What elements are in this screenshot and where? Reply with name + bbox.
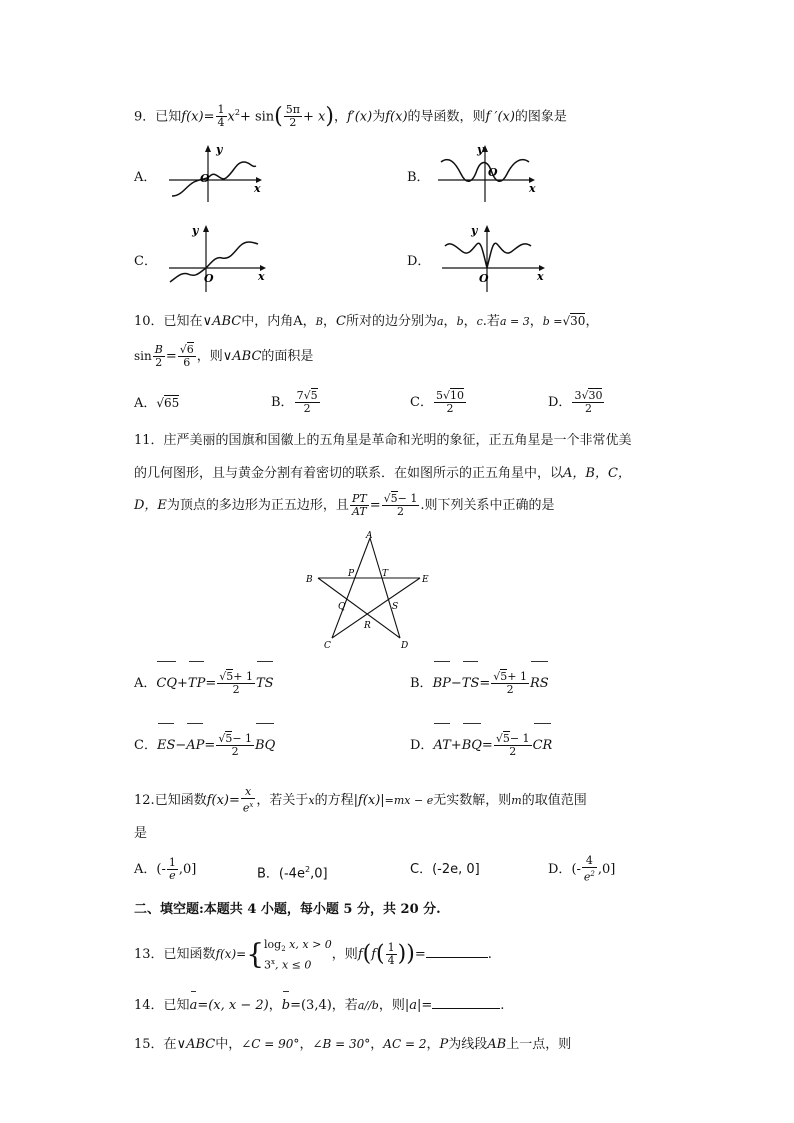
q11-option-d-label: D． [410,738,434,753]
q9-d-y-label: y [471,224,478,237]
q13-text2: ，则 [331,947,358,962]
q14-text3: ，则 [378,998,405,1013]
q12-option-b[interactable] [257,852,328,892]
q13-end: . [487,947,492,962]
q14-modulus: |a| [404,998,422,1013]
q10-text-then: ，则 [196,349,223,364]
q10-side-b: b [456,315,464,328]
star-label-P: P [348,569,355,579]
q9-fx: f(x) [181,109,204,125]
q10-angle-C: C [336,314,346,329]
q10-a-eq: a = 3 [499,315,530,328]
q11-d-op: + [450,738,462,753]
q9-number: 9． [134,109,156,125]
q9-option-b-label: B． [407,170,430,185]
q12-option-c-label: C． [410,862,433,877]
q13-line [134,932,492,976]
q15-angle-b: ∠B = 30° [312,1037,371,1051]
star-label-B: B [306,575,313,585]
q11-line3 [134,490,554,522]
q14-vec-a: a [190,994,198,1018]
q12-frac-x-ex: $\frac{x}{e^x}$ [242,785,254,815]
q10-comma5: ， [529,314,543,329]
q12-number: 12. [134,793,155,808]
q15-text1: 在 [163,1037,177,1052]
q10-line2 [134,342,313,371]
q15-point-p: P [439,1037,449,1052]
q11-option-b[interactable] [410,664,549,704]
q9-stem [134,96,567,130]
q9-frac-5pi2: $\frac{5\pi}{2}$ [285,103,300,130]
q10-angle-A: A [293,314,303,329]
q11-c-frac: $\frac{√5- 1}{2}$ [218,732,253,758]
q10-text-a: 已知在 [163,314,203,329]
q9-a-origin: O [200,172,210,185]
star-label-A: A [366,531,373,541]
q15-comma3: ， [426,1037,440,1052]
q10-text-c: 所对的边分别为 [345,314,437,329]
q15-angle-c: ∠C = 90° [241,1037,300,1051]
q12-text-line2: 是 [134,826,148,841]
q15-line [134,1034,571,1055]
q11-text-line2: 的几何图形，且与黄金分割有着密切的联系．在如图所示的正五角星中，以 [134,466,564,481]
q12-a-pre: (- [156,862,166,877]
star-label-R: R [364,621,371,631]
q12-text-c: 的方程 [314,793,354,808]
q12-option-d[interactable] [548,852,615,888]
q12-b-post: ,0] [310,866,328,882]
q9-c-y-label: y [192,224,199,237]
q11-option-c[interactable] [134,726,275,766]
q11-option-b-label: B． [410,676,433,691]
star-edge-ad [370,538,400,638]
star-label-C: C [324,641,331,651]
q14-parallel: a//b [357,999,379,1012]
q15-text4: 上一点，则 [506,1037,572,1052]
q10-comma3: ， [443,314,457,329]
q11-option-d[interactable] [410,726,552,766]
q9-graph-c [164,222,274,294]
q9-option-c[interactable] [134,222,274,298]
q9-graph-a [164,140,264,204]
q9-option-c-label: C． [134,254,157,269]
q13-eq: = [414,947,426,962]
q12-option-b-label: B． [257,866,279,882]
q11-points-de: D，E [134,498,167,513]
q15-triangle: ∨ABC [176,1037,216,1052]
q9-sup2: 2 [234,108,240,117]
q10-comma1: ， [302,314,316,329]
q9-fx2: f(x) [385,109,408,125]
q11-d-frac: $\frac{√5- 1}{2}$ [495,732,530,758]
q11-number: 11． [134,433,164,448]
q13-answer-blank[interactable] [426,945,488,958]
q12-fx: f(x)= [206,793,240,808]
q13-fx: f(x)= [215,947,247,961]
q9-lparen: ( [274,103,283,129]
q10-option-b-value: $\frac{7√5}{2}$ [296,389,318,415]
q12-text-d: 无实数解，则 [433,793,512,808]
q10-triangle: ∨ABC [202,314,242,329]
q9-graph-d [437,222,557,294]
q9-mid2: 为 [372,109,386,125]
q13-rparen-inner: ) [397,941,407,967]
q9-b-x-label: x [529,182,536,195]
q15-text2: 中， [215,1037,242,1052]
q12-m: m [511,794,522,807]
q12-option-d-label: D． [548,862,572,877]
star-label-E: E [422,575,429,585]
q13-lparen-outer: ( [362,941,372,967]
q13-lparen-inner: ( [376,941,385,967]
q9-option-a[interactable] [134,140,264,210]
q14-vec-b: b [282,994,290,1018]
q14-text1: 已知 [163,998,190,1013]
q12-rhs: =mx − e [384,794,434,807]
q9-plus-sin: + sin [239,109,275,125]
q9-fpx2: f ′(x) [485,109,515,125]
q11-d-vec3: CR [533,726,553,766]
q12-abs-fx: |f(x)| [353,793,385,808]
q11-b-vec3: RS [530,664,549,704]
star-label-T: T [382,569,389,579]
q10-option-d-label: D． [548,395,572,410]
q10-option-b-label: B． [271,395,294,410]
q12-text-e: 的取值范围 [521,793,587,808]
star-label-D: D [401,641,409,651]
q14-eq: = [421,998,433,1013]
q10-option-c-label: C． [410,395,433,410]
q11-a-frac: $\frac{√5+ 1}{2}$ [219,670,253,696]
q12-d-pre: (- [571,862,581,877]
q11-text-line3c: .则下列关系中正确的是 [420,498,555,513]
q12-d-frac: $\frac{4}{e^2}$ [583,854,595,884]
q11-a-vec2: TP [188,664,205,704]
q10-option-b[interactable] [271,386,321,420]
q10-option-c[interactable] [410,386,467,420]
q10-triangle2: ∨ABC [222,349,262,364]
q9-option-d-label: D． [407,254,431,269]
q9-a-y-label: y [216,143,223,156]
q13-frac-quarter: $\frac{1}{4}$ [387,941,395,967]
q9-fpx: f′(x) [346,109,373,125]
q12-line1 [134,786,587,816]
q9-option-b[interactable] [407,140,547,210]
q11-text-line1: 庄严美丽的国旗和国徽上的五角星是革命和光明的象征，正五角星是一个非常优美 [163,433,632,448]
q12-a-post: ,0] [178,862,197,877]
q12-b-value: (-4e [278,866,305,882]
q11-b-frac: $\frac{√5+ 1}{2}$ [493,670,527,696]
q10-option-d-value: $\frac{3√30}{2}$ [574,389,603,415]
q9-rparen: ) [325,103,334,129]
q14-number: 14． [134,998,164,1013]
q11-b-vec1: BP [433,664,451,704]
q12-option-a[interactable] [134,852,196,888]
q11-a-vec3: TS [256,664,274,704]
q12-a-frac: $\frac{1}{e}$ [168,856,176,882]
q14-a-eq: =(x, x − 2) [197,998,269,1013]
q15-comma2: ， [370,1037,384,1052]
q9-a-x-label: x [254,182,261,195]
section2-heading: 二、填空题:本题共 4 小题，每小题 5 分，共 20 分. [134,902,441,917]
q12-d-post: ,0] [597,862,616,877]
q11-d-vec1: AT [433,726,450,766]
q11-c-vec1: ES [157,726,175,766]
q10-option-a-value: √65 [156,396,180,410]
q9-d-x-label: x [537,270,544,283]
q14-line [134,994,504,1018]
q14-end: . [500,998,505,1013]
q12-text-a: 已知函数 [154,793,207,808]
q15-ac: AC = 2 [383,1037,427,1051]
q9-plusx: + x [303,109,326,125]
q13-brace: { [246,937,265,971]
q15-comma1: ， [299,1037,313,1052]
q12-line2 [134,824,147,844]
q11-a-eq: = [205,676,217,691]
q11-option-a[interactable] [134,664,274,704]
q9-mid3: 的导函数，则 [407,109,486,125]
q10-option-d[interactable] [548,386,605,420]
q10-side-c: c [476,315,483,328]
q9-eq: = [203,109,215,125]
q12-option-c[interactable] [410,852,480,888]
q11-frac-pt-at: $\frac{PT}{AT}$ [351,492,367,518]
q14-text2: ，若 [331,998,358,1013]
star-label-Q: Q [338,602,346,612]
q11-line1 [134,431,632,451]
q13-f-outer: f [357,947,363,962]
q10-comma2: ， [323,314,337,329]
q9-option-d[interactable] [407,222,557,298]
q10-option-c-value: $\frac{5√10}{2}$ [435,389,464,415]
q9-b-y-label: y [477,143,484,156]
star-edge-bd [318,578,400,638]
q11-b-vec2: TS [462,664,480,704]
q12-b-sup: 2 [304,865,311,874]
q9-comma: ， [333,109,347,125]
q15-text3: 为线段 [448,1037,488,1052]
q10-comma4: ， [463,314,477,329]
q13-number: 13． [134,947,164,962]
q10-side-a: a [436,315,444,328]
q10-text-d: .若 [482,314,500,329]
q11-c-op: − [175,738,187,753]
q10-option-a[interactable] [134,386,179,421]
q10-sqrt30: √30 [562,314,586,328]
q10-angle-B: B [315,317,323,328]
q13-f-inner: f [371,947,377,962]
q10-line1 [134,311,598,333]
q11-a-op: + [177,676,188,691]
q9-graph-b [433,140,543,204]
q12-option-a-label: A． [134,862,157,877]
q11-d-eq: = [481,738,493,753]
q9-tail: 的图象是 [514,109,567,125]
q11-option-a-label: A． [134,676,157,691]
q11-eq: = [369,498,381,513]
q10-frac-B2: $\frac{B}{2}$ [154,343,163,369]
q11-a-vec1: CQ [156,664,177,704]
q11-c-eq: = [204,738,216,753]
q11-option-c-label: C． [134,738,157,753]
q9-intro: 已知 [155,109,182,125]
q11-line2 [134,464,631,484]
q11-d-vec2: BQ [462,726,482,766]
q11-frac-golden: $\frac{√5- 1}{2}$ [383,492,418,518]
q10-sin: sin [134,349,152,363]
q9-b-origin: O [488,166,498,179]
q13-piecewise: $\log_2 x$, x > 0 3$^x$, x ≤ 0 [264,937,332,972]
q10-frac-sqrt6: $\frac{√6}{6}$ [179,343,194,369]
q11-text-line3: 为顶点的多边形为正五边形，且 [166,498,349,513]
q14-b-eq: =(3,4) [290,998,332,1013]
q14-comma: ， [268,998,282,1013]
q15-segment-ab: AB [487,1037,507,1052]
q10-b-eq: b = [542,315,563,328]
q12-x: x [308,794,315,807]
q13-rparen-outer: ) [406,941,415,967]
q9-x: x [227,109,235,125]
q9-c-x-label: x [258,270,265,283]
q14-answer-blank[interactable] [432,996,500,1009]
q11-b-eq: = [479,676,491,691]
q13-text1: 已知函数 [163,947,216,962]
q11-c-vec3: BQ [255,726,275,766]
q11-c-vec2: AP [186,726,204,766]
q15-number: 15． [134,1037,164,1052]
q10-comma6: ， [585,314,599,329]
q10-text-b: 中，内角 [241,314,294,329]
q10-number: 10． [134,314,164,329]
q9-option-a-label: A． [134,170,157,185]
q11-b-op: − [450,676,462,691]
q12-text-b: ，若关于 [256,793,309,808]
q10-text-area: 的面积是 [261,349,314,364]
q9-c-origin: O [204,272,214,285]
q12-c-value: (-2e, 0] [432,862,480,877]
q9-d-origin: O [479,272,489,285]
q11-pentagram-figure [302,530,442,654]
q10-option-a-label: A． [134,396,157,411]
q9-frac-quarter: $\frac{1}{4}$ [217,103,225,130]
q10-eq: = [165,349,177,364]
q11-points-abc: A，B，C， [563,466,631,481]
star-label-S: S [392,602,399,612]
